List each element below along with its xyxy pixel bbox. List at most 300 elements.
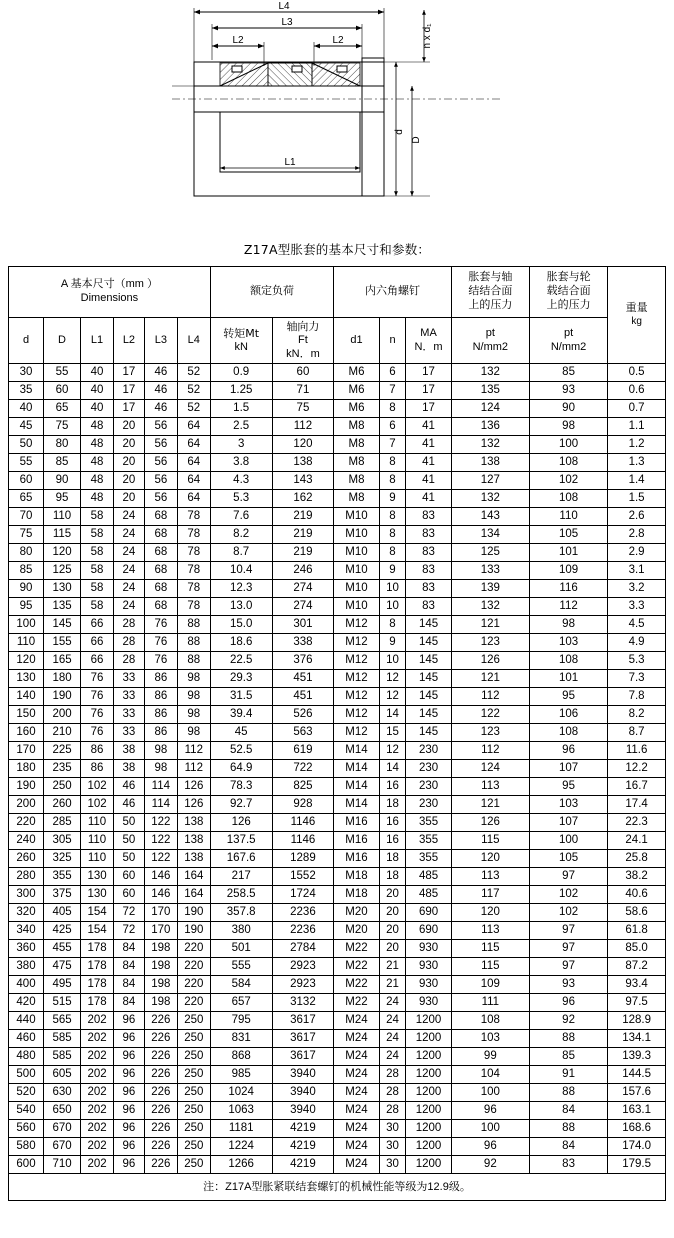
- table-cell-n: 7: [379, 436, 406, 454]
- table-cell-L1: 58: [81, 544, 114, 562]
- table-cell-pt_hub: 88: [529, 1084, 607, 1102]
- table-cell-n: 24: [379, 1048, 406, 1066]
- table-cell-L1: 178: [81, 976, 114, 994]
- table-cell-L2: 28: [114, 616, 145, 634]
- table-cell-n: 30: [379, 1138, 406, 1156]
- table-cell-L1: 40: [81, 400, 114, 418]
- table-cell-L3: 46: [144, 364, 177, 382]
- table-cell-weight: 139.3: [608, 1048, 666, 1066]
- column-header-d: d: [9, 318, 44, 364]
- table-cell-Mt: 831: [210, 1030, 272, 1048]
- table-cell-pt_shaft: 96: [451, 1138, 529, 1156]
- table-cell-D: 585: [44, 1048, 81, 1066]
- table-cell-L4: 64: [177, 418, 210, 436]
- table-cell-L2: 46: [114, 796, 145, 814]
- table-cell-d1: M20: [334, 922, 379, 940]
- table-cell-L4: 64: [177, 436, 210, 454]
- table-cell-L2: 84: [114, 994, 145, 1012]
- table-cell-d: 150: [9, 706, 44, 724]
- column-header-axial-force: [272, 318, 334, 364]
- table-cell-Ft: 3940: [272, 1102, 334, 1120]
- table-cell-d: 500: [9, 1066, 44, 1084]
- table-cell-weight: 7.8: [608, 688, 666, 706]
- table-cell-n: 10: [379, 598, 406, 616]
- table-cell-D: 210: [44, 724, 81, 742]
- table-cell-L2: 24: [114, 598, 145, 616]
- table-cell-L1: 202: [81, 1030, 114, 1048]
- table-cell-L4: 250: [177, 1066, 210, 1084]
- table-cell-Ft: 1289: [272, 850, 334, 868]
- table-cell-Mt: 357.8: [210, 904, 272, 922]
- table-row: [9, 1120, 666, 1138]
- table-cell-d: 110: [9, 634, 44, 652]
- table-cell-weight: 93.4: [608, 976, 666, 994]
- table-cell-MA: 41: [406, 436, 451, 454]
- table-caption: Z17A型胀套的基本尺寸和参数：: [243, 242, 431, 257]
- table-cell-L4: 220: [177, 958, 210, 976]
- table-cell-pt_shaft: 132: [451, 436, 529, 454]
- column-header-d1: d1: [334, 318, 379, 364]
- table-row: [9, 1012, 666, 1030]
- table-cell-Mt: 39.4: [210, 706, 272, 724]
- table-cell-n: 6: [379, 418, 406, 436]
- group-header-pressure-hub: [529, 267, 607, 318]
- table-cell-D: 85: [44, 454, 81, 472]
- table-cell-L1: 58: [81, 526, 114, 544]
- table-cell-Mt: 3: [210, 436, 272, 454]
- table-cell-n: 24: [379, 1030, 406, 1048]
- table-cell-n: 18: [379, 868, 406, 886]
- table-cell-Ft: 274: [272, 598, 334, 616]
- table-cell-pt_shaft: 123: [451, 724, 529, 742]
- table-cell-Ft: 143: [272, 472, 334, 490]
- table-cell-pt_hub: 107: [529, 760, 607, 778]
- table-cell-L4: 250: [177, 1030, 210, 1048]
- table-row: [9, 382, 666, 400]
- table-cell-MA: 145: [406, 634, 451, 652]
- table-cell-Mt: 7.6: [210, 508, 272, 526]
- table-cell-d1: M24: [334, 1120, 379, 1138]
- table-cell-L2: 28: [114, 634, 145, 652]
- table-cell-Ft: 75: [272, 400, 334, 418]
- table-cell-pt_hub: 98: [529, 616, 607, 634]
- table-cell-weight: 85.0: [608, 940, 666, 958]
- table-cell-MA: 230: [406, 778, 451, 796]
- table-cell-n: 9: [379, 562, 406, 580]
- column-header-torque: [210, 318, 272, 364]
- table-cell-L1: 130: [81, 886, 114, 904]
- table-row: [9, 724, 666, 742]
- table-cell-pt_hub: 83: [529, 1156, 607, 1174]
- table-cell-d1: M14: [334, 796, 379, 814]
- table-cell-L3: 170: [144, 904, 177, 922]
- table-cell-D: 405: [44, 904, 81, 922]
- table-cell-d: 120: [9, 652, 44, 670]
- table-cell-L3: 86: [144, 706, 177, 724]
- table-cell-pt_shaft: 115: [451, 832, 529, 850]
- table-cell-MA: 1200: [406, 1084, 451, 1102]
- table-row: [9, 994, 666, 1012]
- column-header-L1: L1: [81, 318, 114, 364]
- group-header-pressure-shaft-line3: 上的压力: [468, 298, 513, 311]
- column-header-MA: [406, 318, 451, 364]
- table-cell-d1: M24: [334, 1012, 379, 1030]
- table-cell-D: 120: [44, 544, 81, 562]
- table-cell-L4: 126: [177, 778, 210, 796]
- table-cell-n: 8: [379, 616, 406, 634]
- table-cell-d1: M12: [334, 634, 379, 652]
- table-cell-D: 145: [44, 616, 81, 634]
- table-cell-Ft: 3617: [272, 1048, 334, 1066]
- table-cell-pt_hub: 101: [529, 544, 607, 562]
- table-row: [9, 1084, 666, 1102]
- table-cell-pt_hub: 100: [529, 832, 607, 850]
- table-cell-L4: 112: [177, 760, 210, 778]
- table-cell-d: 65: [9, 490, 44, 508]
- table-cell-MA: 230: [406, 760, 451, 778]
- table-row: [9, 490, 666, 508]
- table-cell-MA: 1200: [406, 1030, 451, 1048]
- table-cell-Mt: 45: [210, 724, 272, 742]
- table-cell-d1: M24: [334, 1048, 379, 1066]
- table-cell-MA: 83: [406, 508, 451, 526]
- table-cell-L2: 17: [114, 364, 145, 382]
- group-header-weight: [608, 267, 666, 364]
- table-cell-D: 650: [44, 1102, 81, 1120]
- table-cell-L1: 202: [81, 1012, 114, 1030]
- table-cell-pt_hub: 101: [529, 670, 607, 688]
- table-cell-n: 20: [379, 940, 406, 958]
- table-cell-MA: 485: [406, 868, 451, 886]
- table-cell-n: 24: [379, 994, 406, 1012]
- table-cell-L1: 130: [81, 868, 114, 886]
- table-cell-weight: 0.7: [608, 400, 666, 418]
- table-cell-L1: 202: [81, 1084, 114, 1102]
- table-cell-Mt: 31.5: [210, 688, 272, 706]
- table-cell-Mt: 1224: [210, 1138, 272, 1156]
- table-cell-weight: 0.6: [608, 382, 666, 400]
- table-cell-L4: 138: [177, 832, 210, 850]
- table-cell-Ft: 301: [272, 616, 334, 634]
- table-cell-L1: 40: [81, 382, 114, 400]
- table-cell-L4: 190: [177, 904, 210, 922]
- table-cell-D: 325: [44, 850, 81, 868]
- table-cell-L3: 226: [144, 1084, 177, 1102]
- table-cell-n: 12: [379, 688, 406, 706]
- table-cell-pt_shaft: 132: [451, 364, 529, 382]
- table-cell-d: 35: [9, 382, 44, 400]
- table-cell-L3: 98: [144, 760, 177, 778]
- table-cell-pt_hub: 108: [529, 454, 607, 472]
- table-cell-weight: 87.2: [608, 958, 666, 976]
- table-cell-pt_hub: 108: [529, 652, 607, 670]
- table-cell-Ft: 3132: [272, 994, 334, 1012]
- table-cell-d1: M24: [334, 1138, 379, 1156]
- table-cell-D: 475: [44, 958, 81, 976]
- table-cell-d: 180: [9, 760, 44, 778]
- table-cell-pt_shaft: 136: [451, 418, 529, 436]
- column-header-kg: kg: [631, 315, 642, 327]
- dim-label-l1: L1: [284, 157, 296, 168]
- table-cell-weight: 25.8: [608, 850, 666, 868]
- table-cell-Mt: 8.2: [210, 526, 272, 544]
- table-cell-pt_hub: 91: [529, 1066, 607, 1084]
- table-cell-weight: 3.2: [608, 580, 666, 598]
- table-cell-L3: 68: [144, 544, 177, 562]
- table-cell-d1: M10: [334, 544, 379, 562]
- table-cell-pt_shaft: 92: [451, 1156, 529, 1174]
- table-cell-n: 20: [379, 886, 406, 904]
- table-cell-d1: M24: [334, 1102, 379, 1120]
- table-cell-weight: 1.3: [608, 454, 666, 472]
- group-header-pressure-shaft-line2: 结结合面: [468, 285, 513, 298]
- table-cell-L4: 52: [177, 400, 210, 418]
- table-cell-d: 440: [9, 1012, 44, 1030]
- table-cell-d: 95: [9, 598, 44, 616]
- table-cell-Ft: 451: [272, 670, 334, 688]
- table-cell-L4: 78: [177, 562, 210, 580]
- table-row: [9, 778, 666, 796]
- group-header-weight-line1: 重量: [625, 302, 648, 314]
- table-cell-L2: 17: [114, 382, 145, 400]
- table-cell-L1: 102: [81, 778, 114, 796]
- table-cell-pt_hub: 85: [529, 364, 607, 382]
- table-cell-D: 305: [44, 832, 81, 850]
- table-cell-pt_shaft: 122: [451, 706, 529, 724]
- table-cell-MA: 485: [406, 886, 451, 904]
- dim-label-l3: L3: [281, 17, 293, 28]
- table-cell-MA: 930: [406, 958, 451, 976]
- table-cell-L3: 76: [144, 616, 177, 634]
- table-cell-pt_shaft: 104: [451, 1066, 529, 1084]
- table-cell-Mt: 4.3: [210, 472, 272, 490]
- table-cell-d1: M20: [334, 904, 379, 922]
- table-cell-d: 140: [9, 688, 44, 706]
- column-header-pt-shaft-line2: N/mm2: [472, 340, 509, 353]
- table-row: [9, 976, 666, 994]
- table-cell-n: 28: [379, 1102, 406, 1120]
- table-cell-Mt: 137.5: [210, 832, 272, 850]
- table-cell-L4: 220: [177, 940, 210, 958]
- table-cell-d: 540: [9, 1102, 44, 1120]
- table-cell-L1: 110: [81, 850, 114, 868]
- table-cell-Mt: 126: [210, 814, 272, 832]
- table-cell-weight: 38.2: [608, 868, 666, 886]
- table-cell-pt_shaft: 126: [451, 652, 529, 670]
- table-cell-L1: 178: [81, 940, 114, 958]
- table-cell-D: 225: [44, 742, 81, 760]
- table-row: [9, 472, 666, 490]
- table-cell-Mt: 1.5: [210, 400, 272, 418]
- table-cell-d1: M12: [334, 670, 379, 688]
- table-cell-n: 14: [379, 706, 406, 724]
- table-cell-weight: 157.6: [608, 1084, 666, 1102]
- table-cell-pt_hub: 85: [529, 1048, 607, 1066]
- table-cell-Mt: 584: [210, 976, 272, 994]
- column-header-D: D: [44, 318, 81, 364]
- table-cell-L3: 122: [144, 850, 177, 868]
- table-cell-D: 425: [44, 922, 81, 940]
- table-cell-Mt: 1266: [210, 1156, 272, 1174]
- table-cell-D: 455: [44, 940, 81, 958]
- table-cell-L4: 250: [177, 1084, 210, 1102]
- table-cell-L2: 24: [114, 526, 145, 544]
- table-cell-L1: 202: [81, 1138, 114, 1156]
- table-cell-L4: 250: [177, 1138, 210, 1156]
- table-cell-pt_shaft: 123: [451, 634, 529, 652]
- table-cell-L3: 226: [144, 1102, 177, 1120]
- table-cell-D: 55: [44, 364, 81, 382]
- table-cell-Mt: 29.3: [210, 670, 272, 688]
- table-cell-L4: 78: [177, 508, 210, 526]
- table-cell-L3: 226: [144, 1138, 177, 1156]
- table-cell-pt_shaft: 113: [451, 868, 529, 886]
- table-cell-MA: 41: [406, 454, 451, 472]
- table-row: [9, 706, 666, 724]
- dim-label-d-inner: d: [394, 129, 405, 135]
- table-cell-pt_hub: 103: [529, 796, 607, 814]
- table-cell-Ft: 4219: [272, 1120, 334, 1138]
- table-cell-d1: M14: [334, 760, 379, 778]
- table-cell-L2: 84: [114, 958, 145, 976]
- table-row: [9, 508, 666, 526]
- table-cell-n: 16: [379, 814, 406, 832]
- table-cell-d1: M22: [334, 958, 379, 976]
- table-cell-L3: 56: [144, 454, 177, 472]
- table-cell-d1: M8: [334, 454, 379, 472]
- table-cell-L2: 96: [114, 1084, 145, 1102]
- table-cell-pt_shaft: 135: [451, 382, 529, 400]
- table-cell-d: 60: [9, 472, 44, 490]
- table-cell-Ft: 3617: [272, 1012, 334, 1030]
- table-cell-d: 130: [9, 670, 44, 688]
- table-cell-weight: 24.1: [608, 832, 666, 850]
- table-cell-D: 605: [44, 1066, 81, 1084]
- table-cell-Ft: 162: [272, 490, 334, 508]
- table-cell-L1: 48: [81, 490, 114, 508]
- table-cell-Ft: 2923: [272, 958, 334, 976]
- group-header-dimensions: [9, 267, 211, 318]
- table-row: [9, 418, 666, 436]
- table-cell-pt_hub: 96: [529, 742, 607, 760]
- table-cell-pt_shaft: 125: [451, 544, 529, 562]
- table-cell-D: 515: [44, 994, 81, 1012]
- group-header-dimensions-line2: Dimensions: [80, 292, 139, 304]
- table-cell-pt_shaft: 115: [451, 940, 529, 958]
- table-cell-D: 250: [44, 778, 81, 796]
- spec-table-body: [9, 364, 666, 1174]
- table-cell-Ft: 1146: [272, 814, 334, 832]
- table-cell-MA: 1200: [406, 1066, 451, 1084]
- table-cell-pt_shaft: 117: [451, 886, 529, 904]
- table-cell-weight: 2.8: [608, 526, 666, 544]
- table-cell-L4: 98: [177, 670, 210, 688]
- table-cell-d1: M12: [334, 706, 379, 724]
- table-cell-L2: 33: [114, 670, 145, 688]
- table-cell-L3: 226: [144, 1012, 177, 1030]
- column-header-axial-force-line1: 轴向力: [286, 320, 320, 333]
- table-cell-D: 375: [44, 886, 81, 904]
- table-cell-d: 85: [9, 562, 44, 580]
- table-cell-pt_hub: 102: [529, 904, 607, 922]
- table-cell-L3: 56: [144, 436, 177, 454]
- table-cell-D: 155: [44, 634, 81, 652]
- table-cell-pt_shaft: 139: [451, 580, 529, 598]
- table-cell-n: 16: [379, 778, 406, 796]
- table-cell-d1: M6: [334, 364, 379, 382]
- table-cell-D: 190: [44, 688, 81, 706]
- table-cell-pt_shaft: 124: [451, 400, 529, 418]
- table-row: [9, 1102, 666, 1120]
- table-cell-pt_hub: 105: [529, 526, 607, 544]
- table-cell-d: 400: [9, 976, 44, 994]
- table-cell-weight: 0.5: [608, 364, 666, 382]
- table-cell-Ft: 928: [272, 796, 334, 814]
- table-cell-d1: M8: [334, 436, 379, 454]
- table-cell-L1: 202: [81, 1048, 114, 1066]
- table-cell-n: 30: [379, 1120, 406, 1138]
- table-cell-L2: 24: [114, 508, 145, 526]
- table-cell-pt_shaft: 121: [451, 616, 529, 634]
- table-cell-n: 6: [379, 364, 406, 382]
- table-cell-n: 28: [379, 1084, 406, 1102]
- column-header-axial-force-line3: kN．m: [286, 347, 320, 360]
- table-cell-MA: 17: [406, 382, 451, 400]
- table-cell-pt_hub: 102: [529, 472, 607, 490]
- table-cell-pt_shaft: 121: [451, 670, 529, 688]
- table-cell-L2: 84: [114, 976, 145, 994]
- table-cell-L1: 66: [81, 652, 114, 670]
- table-cell-Ft: 338: [272, 634, 334, 652]
- table-cell-n: 28: [379, 1066, 406, 1084]
- table-cell-Mt: 13.0: [210, 598, 272, 616]
- table-cell-MA: 145: [406, 616, 451, 634]
- table-cell-L3: 114: [144, 796, 177, 814]
- table-cell-Ft: 246: [272, 562, 334, 580]
- table-cell-D: 565: [44, 1012, 81, 1030]
- table-cell-weight: 134.1: [608, 1030, 666, 1048]
- table-cell-D: 180: [44, 670, 81, 688]
- table-cell-L4: 78: [177, 598, 210, 616]
- table-cell-MA: 690: [406, 904, 451, 922]
- table-cell-pt_hub: 102: [529, 886, 607, 904]
- group-header-pressure-hub-line2: 载结合面: [546, 285, 591, 298]
- table-cell-L4: 250: [177, 1120, 210, 1138]
- table-cell-L2: 50: [114, 814, 145, 832]
- table-cell-weight: 7.3: [608, 670, 666, 688]
- group-header-rated-load: 额定负荷: [210, 267, 334, 318]
- table-cell-pt_hub: 97: [529, 922, 607, 940]
- table-cell-MA: 930: [406, 994, 451, 1012]
- table-cell-L1: 202: [81, 1066, 114, 1084]
- table-cell-L2: 96: [114, 1066, 145, 1084]
- table-cell-L2: 20: [114, 490, 145, 508]
- table-cell-weight: 2.6: [608, 508, 666, 526]
- table-cell-d: 480: [9, 1048, 44, 1066]
- table-cell-MA: 230: [406, 796, 451, 814]
- table-cell-d1: M10: [334, 526, 379, 544]
- table-cell-Ft: 4219: [272, 1156, 334, 1174]
- table-row: [9, 1048, 666, 1066]
- table-cell-L3: 68: [144, 508, 177, 526]
- table-cell-L1: 110: [81, 814, 114, 832]
- table-cell-pt_hub: 90: [529, 400, 607, 418]
- table-cell-d1: M22: [334, 994, 379, 1012]
- table-cell-L3: 170: [144, 922, 177, 940]
- table-cell-d1: M6: [334, 400, 379, 418]
- table-cell-L4: 250: [177, 1012, 210, 1030]
- table-cell-weight: 12.2: [608, 760, 666, 778]
